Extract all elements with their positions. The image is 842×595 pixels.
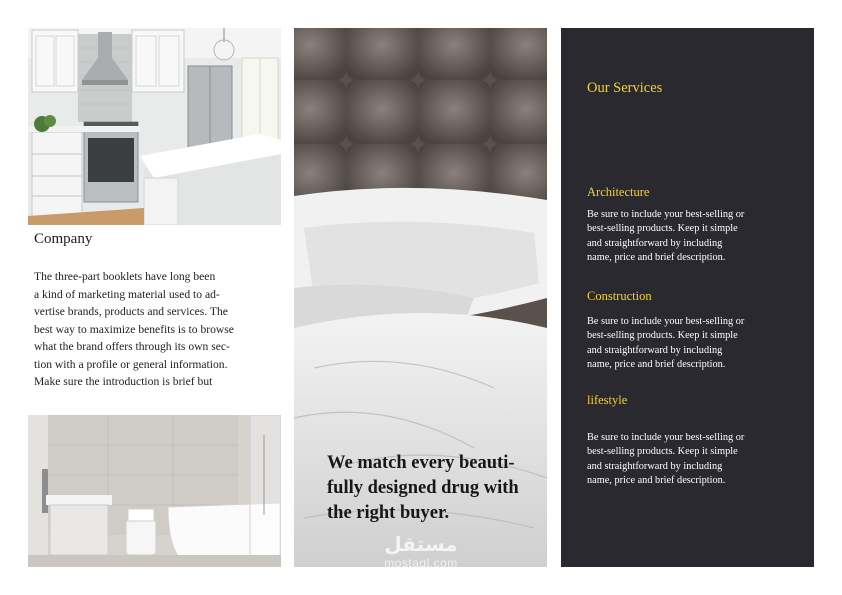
service-description-construction: [587, 315, 807, 372]
service-description-line: and straightforward by including: [587, 460, 723, 472]
services-panel: [561, 28, 814, 567]
service-description-line: name, price and brief description.: [587, 474, 726, 486]
watermark-logo: مستقل: [384, 534, 458, 556]
service-description-line: and straightforward by including: [587, 237, 723, 249]
tagline-line: We match every beauti-: [327, 453, 515, 473]
tagline-line: the right buyer.: [327, 503, 450, 523]
service-description-line: best-selling products. Keep it simple: [587, 223, 738, 235]
watermark-text: mostaql.com: [384, 556, 458, 570]
service-description-architecture: [587, 208, 807, 265]
company-description-line: best way to maximize benefits is to browse: [34, 322, 234, 336]
services-title: Our Services: [587, 80, 663, 96]
bathroom-photo: [28, 415, 281, 567]
service-description-lifestyle: [587, 431, 807, 488]
kitchen-photo: [28, 28, 281, 225]
tagline: [327, 451, 519, 526]
company-description-line: tion with a profile or general information.: [34, 357, 228, 371]
service-description-line: best-selling products. Keep it simple: [587, 446, 738, 458]
company-title: Company: [34, 231, 93, 247]
service-description-line: Be sure to include your best-selling or: [587, 432, 745, 443]
service-title-lifestyle: lifestyle: [587, 393, 628, 407]
service-description-line: and straightforward by including: [587, 344, 723, 356]
service-title-construction: Construction: [587, 289, 652, 303]
company-description: [34, 268, 278, 391]
service-description-line: Be sure to include your best-selling or: [587, 316, 745, 327]
company-description-line: what the brand offers through its own sec-: [34, 340, 230, 353]
service-description-line: Be sure to include your best-selling or: [587, 209, 745, 220]
service-description-line: best-selling products. Keep it simple: [587, 330, 738, 342]
company-description-line: vertise brands, products and services. The: [34, 305, 228, 318]
service-description-line: name, price and brief description.: [587, 251, 726, 263]
company-description-line: a kind of marketing material used to ad-: [34, 287, 220, 301]
service-title-architecture: Architecture: [587, 185, 650, 199]
company-description-line: Make sure the introduction is brief but: [34, 375, 213, 388]
watermark: [365, 534, 477, 570]
service-description-line: name, price and brief description.: [587, 358, 726, 370]
tagline-line: fully designed drug with: [327, 478, 519, 498]
company-description-line: The three-part booklets have long been: [34, 270, 216, 283]
